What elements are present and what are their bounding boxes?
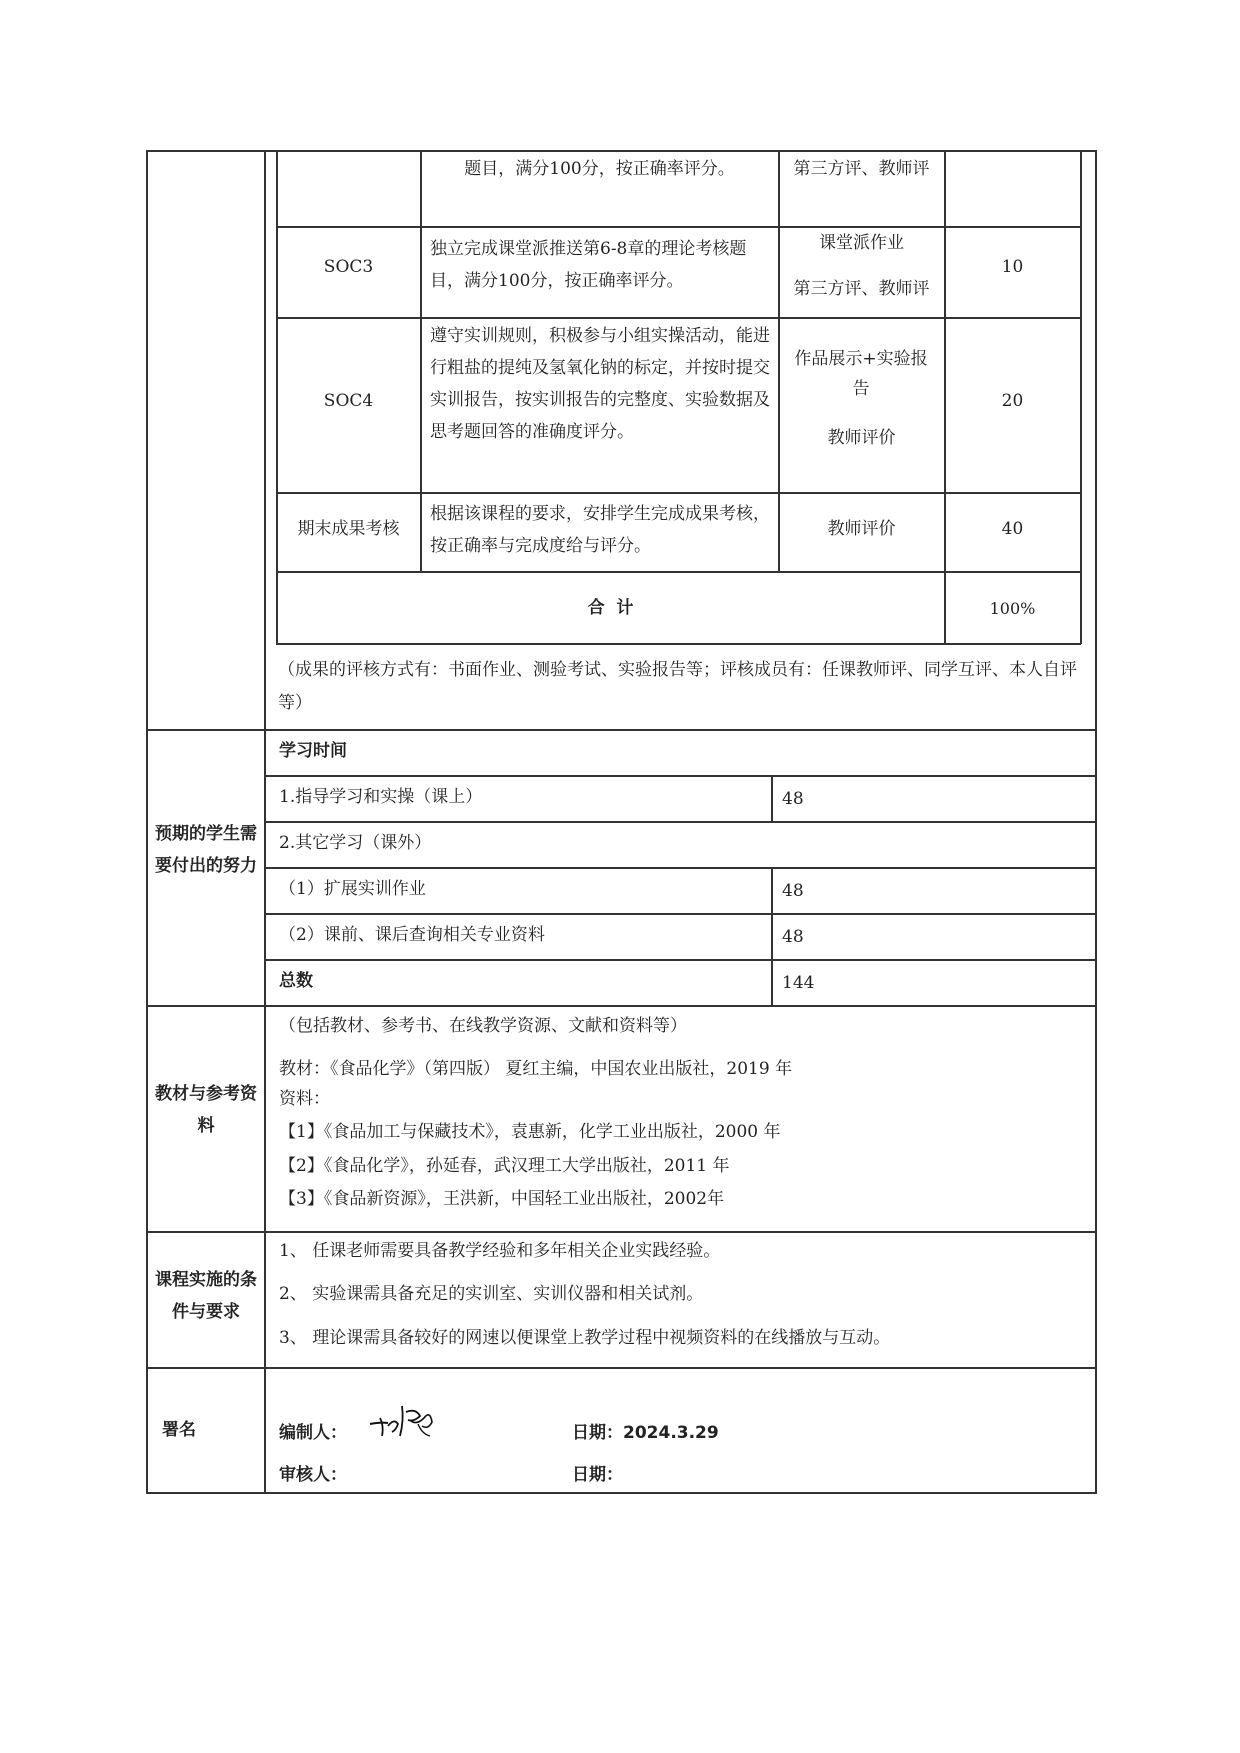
- effort-value-col-b: [771, 867, 773, 1006]
- effort-item3-name: （1）扩展实训作业: [279, 879, 426, 899]
- assessment-row1-desc: 独立完成课堂派推送第6-8章的理论考核题目，满分100分，按正确率评分。: [430, 239, 747, 291]
- date-label-2: 日期：: [572, 1465, 623, 1485]
- outer-top-border: [146, 150, 1097, 152]
- conditions-item1: 1、 任课老师需要具备教学经验和多年相关企业实践经验。: [279, 1241, 721, 1261]
- assessment-row2-method-line1: 作品展示+实验报告: [794, 349, 928, 399]
- effort-item2-name: 2.其它学习（课外）: [279, 833, 432, 853]
- assessment-row3-desc: 根据该课程的要求，安排学生完成成果考核，按正确率与完成度给与评分。: [430, 504, 770, 556]
- assessment-row2-desc: 遵守实训规则，积极参与小组实操活动，能进行粗盐的提纯及氢氧化钠的标定，并按时提交实训报告，按实训报告的完整度、实验数据及思考题回答的准确度评分。: [430, 326, 770, 442]
- effort-item1-value: 48: [782, 789, 804, 809]
- effort-row-line3: [264, 867, 1097, 869]
- outer-left-border: [146, 150, 148, 1494]
- effort-header: 学习时间: [279, 741, 347, 761]
- effort-total-label: 总数: [279, 971, 313, 991]
- assessment-row2-code: SOC4: [323, 391, 374, 411]
- effort-row-line4: [264, 913, 1097, 915]
- materials-ref1: 【1】《食品加工与保藏技术》，袁惠新，化学工业出版社，2000 年: [279, 1122, 781, 1142]
- materials-label: 教材与参考资料: [155, 1084, 257, 1136]
- date-label-1: 日期：2024.3.29: [572, 1423, 719, 1443]
- assessment-row1-code: SOC3: [323, 257, 374, 277]
- materials-ref-title: 资料：: [279, 1089, 330, 1109]
- effort-item4-value: 48: [782, 927, 804, 947]
- section-divider-materials-top: [146, 1005, 1097, 1007]
- section-divider-effort-top: [146, 729, 1097, 731]
- assessment-row0-method: 第三方评、教师评: [793, 159, 930, 179]
- effort-row-line1: [264, 775, 1097, 777]
- conditions-label: 课程实施的条件与要求: [155, 1270, 257, 1322]
- assessment-note: （成果的评核方式有：书面作业、测验考试、实验报告等；评核成员有：任课教师评、同学互评、本人自评等）: [278, 660, 1077, 713]
- conditions-item3: 3、 理论课需具备较好的网速以便课堂上教学过程中视频资料的在线播放与互动。: [279, 1328, 891, 1348]
- compiler-label: 编制人：: [279, 1423, 347, 1443]
- reviewer-label: 审核人：: [279, 1465, 347, 1485]
- effort-item3-value: 48: [782, 881, 804, 901]
- conditions-item2: 2、 实验课需具备充足的实训室、实训仪器和相关试剂。: [279, 1284, 704, 1304]
- effort-item4-name: （2）课前、课后查询相关专业资料: [279, 925, 545, 945]
- inner-row1: [276, 226, 1081, 228]
- section-divider-signature-top: [146, 1367, 1097, 1369]
- assessment-row2-weight: 20: [1001, 391, 1024, 411]
- effort-label: 预期的学生需要付出的努力: [155, 824, 257, 876]
- effort-row-line5: [264, 959, 1097, 961]
- inner-row3: [276, 492, 1081, 494]
- assessment-row1-weight: 10: [1001, 257, 1024, 277]
- materials-ref3: 【3】《食品新资源》，王洪新，中国轻工业出版社，2002年: [279, 1189, 725, 1209]
- inner-right-border: [1080, 150, 1082, 644]
- effort-item1-name: 1.指导学习和实操（课上）: [279, 787, 483, 807]
- assessment-row1-method-line2: 第三方评、教师评: [793, 279, 930, 299]
- assessment-row3-weight: 40: [1001, 519, 1024, 539]
- inner-col2: [778, 150, 780, 571]
- assessment-row0-desc: 题目，满分100分，按正确率评分。: [464, 159, 735, 179]
- handwritten-signature: [366, 1396, 446, 1446]
- inner-col1: [420, 150, 422, 571]
- assessment-row3-code: 期末成果考核: [297, 519, 400, 539]
- inner-bottom: [276, 643, 1081, 645]
- effort-row-line2: [264, 821, 1097, 823]
- inner-row2: [276, 317, 1081, 319]
- materials-textbook: 教材：《食品化学》（第四版） 夏红主编，中国农业出版社，2019 年: [279, 1059, 793, 1079]
- effort-value-col-a: [771, 775, 773, 822]
- assessment-total-label: 合 计: [587, 598, 634, 618]
- assessment-row2-method-line2: 教师评价: [827, 428, 896, 448]
- materials-intro: （包括教材、参考书、在线教学资源、文献和资料等）: [279, 1016, 687, 1036]
- materials-ref2: 【2】《食品化学》，孙延春，武汉理工大学出版社，2011 年: [279, 1156, 730, 1176]
- assessment-row1-method-line1: 课堂派作业: [819, 233, 904, 253]
- effort-total-value: 144: [782, 973, 815, 993]
- outer-bottom-border: [146, 1492, 1097, 1494]
- assessment-total-value: 100%: [989, 599, 1036, 618]
- signature-label: 署名: [162, 1420, 196, 1440]
- assessment-row3-method: 教师评价: [827, 519, 896, 539]
- section-divider-conditions-top: [146, 1231, 1097, 1233]
- inner-row4: [276, 571, 1081, 573]
